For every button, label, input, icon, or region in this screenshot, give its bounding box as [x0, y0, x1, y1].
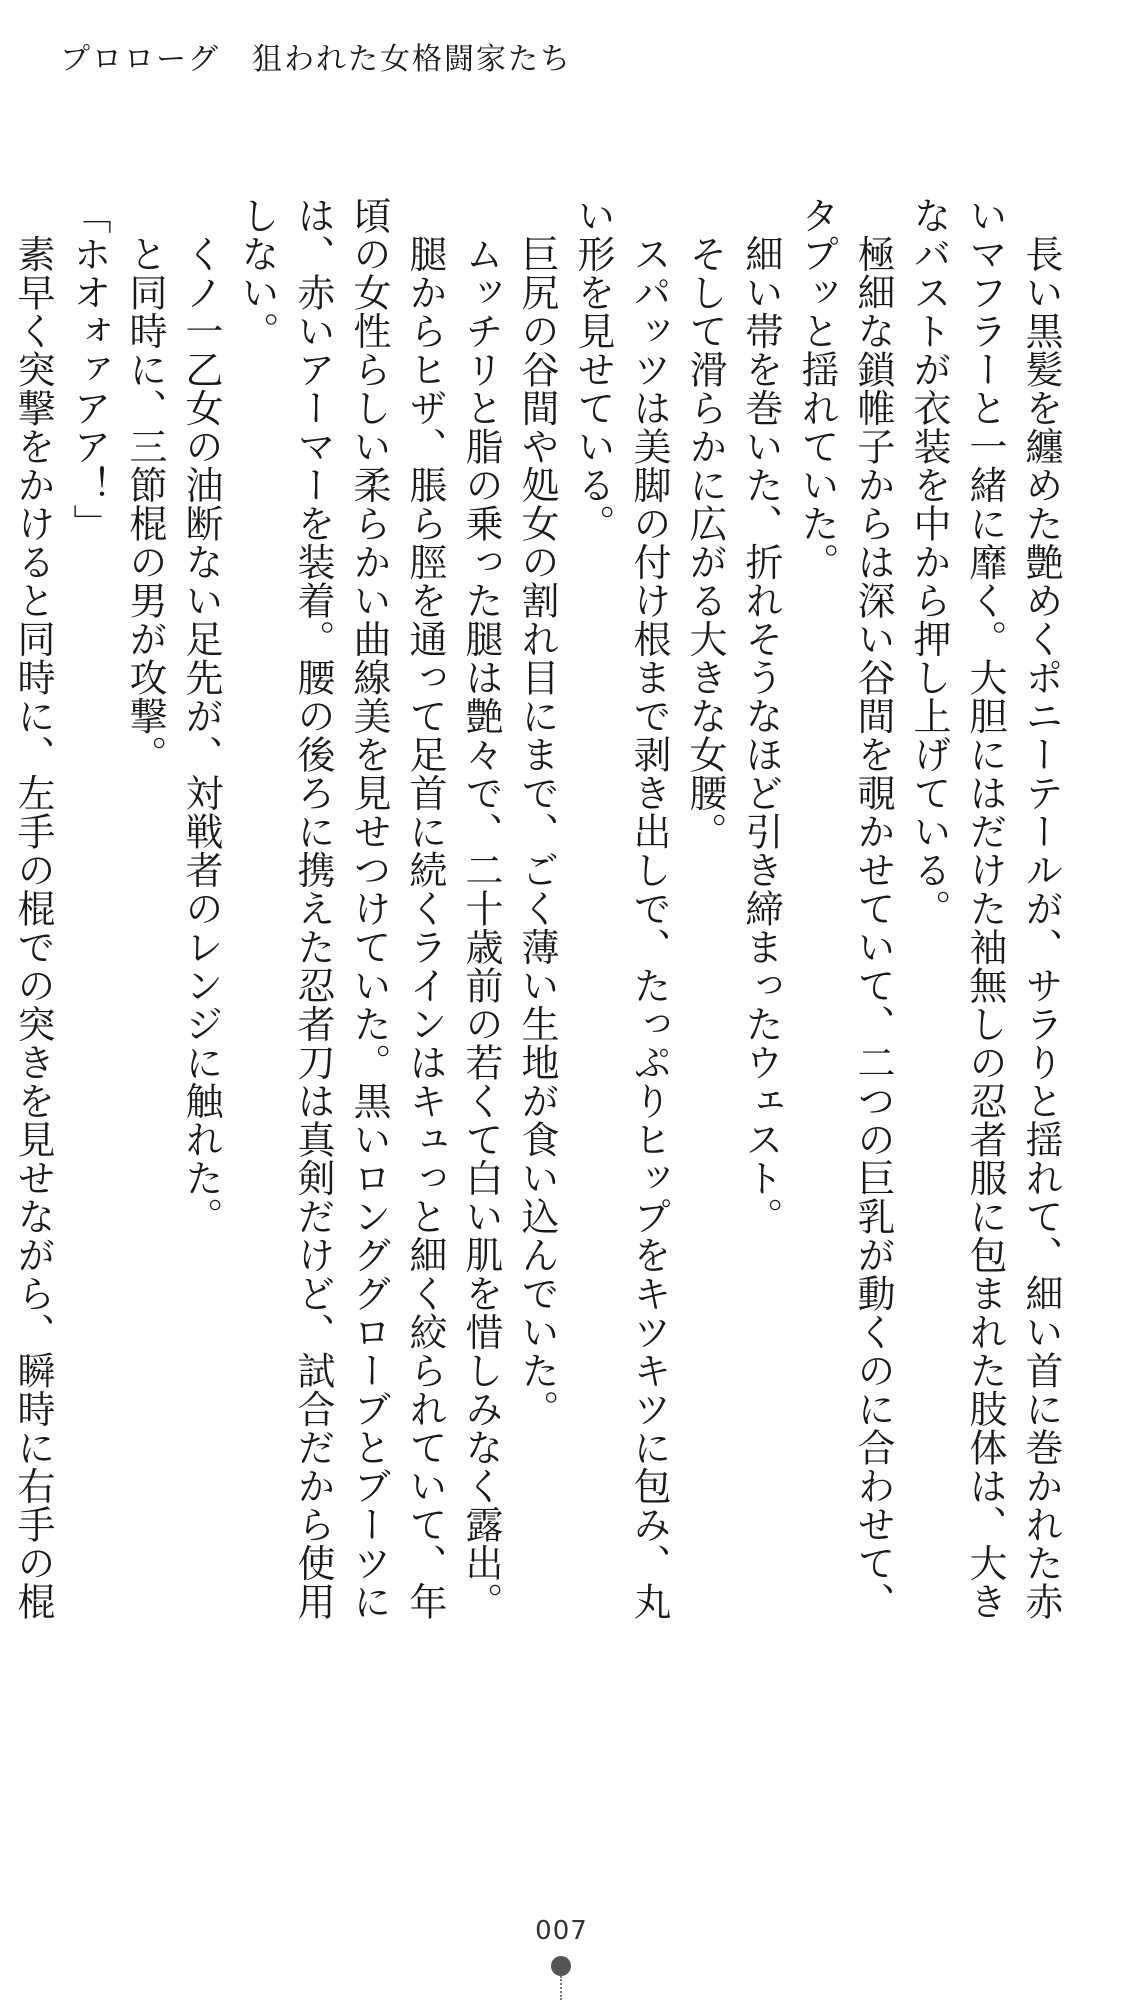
running-head-title: プロローグ 狙われた女格闘家たち	[60, 42, 572, 77]
paragraph: 素早く突撃をかけると同時に、左手の棍での突きを見せながら、瞬時に右手の棍	[11, 234, 55, 1621]
vertical-body-text	[0, 196, 1069, 1636]
paragraph: 巨尻の谷間や処女の割れ目にまで、ごく薄い生地が食い込んでいた。	[515, 196, 559, 1428]
paragraph: スパッツは美脚の付け根まで剥き出しで、たっぷりヒップをキツキツに包み、丸い形を見せている。	[571, 196, 671, 1621]
paragraph: 極細な鎖帷子からは深い谷間を覗かせていて、二つの巨乳が動くのに合わせて、タプッと揺れていた。	[795, 196, 895, 1621]
paragraph: 細い帯を巻いた、折れそうなほど引き締まったウェスト。	[739, 196, 783, 1236]
page-marker-dot-icon	[551, 1956, 571, 1976]
paragraph: 腿からヒザ、脹ら脛を通って足首に続くラインはキュっと細く絞られていて、年頃の女性らしい柔らかい曲線美を見せつけていた。黒いロンググローブとブーツには、赤いアーマーを装着。腰の後ろに携えた忍者刀は真剣だけど、試合だから使用しない。	[235, 196, 447, 1621]
paragraph: 長い黒髪を纏めた艶めくポニーテールが、サラりと揺れて、細い首に巻かれた赤いマフラーと一緒に靡く。大胆にはだけた袖無しの忍者服に包まれた肢体は、大きなバストが衣装を中から押し上げている。	[907, 196, 1063, 1621]
dialogue-line: 「ホオォァアア！」	[67, 196, 111, 543]
page-marker-dotted-line	[560, 1976, 562, 2000]
paragraph: と同時に、三節棍の男が攻撃。	[123, 196, 167, 774]
paragraph: くノ一乙女の油断ない足先が、対戦者のレンジに触れた。	[179, 196, 223, 1236]
page-number: 007	[535, 1916, 588, 1946]
paragraph: そして滑らかに広がる大きな女腰。	[683, 196, 727, 851]
paragraph: ムッチリと脂の乗った腿は艶々で、二十歳前の若くて白い肌を惜しみなく露出。	[459, 196, 503, 1621]
